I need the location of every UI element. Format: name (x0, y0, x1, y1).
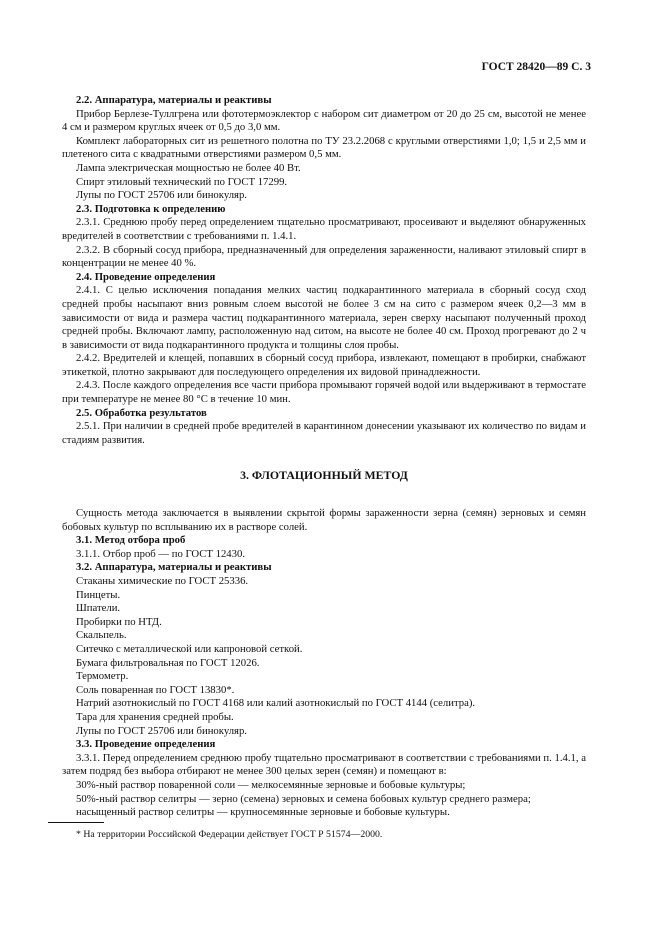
subsection-heading: 2.4. Проведение определения (76, 270, 216, 283)
paragraph: Термометр. (76, 670, 129, 683)
paragraph: 2.4.3. После каждого определения все части прибора промывают горячей водой или выдерживают в термостате при температуре не менее 80 °С в течение 10 мин. (62, 379, 586, 406)
paragraph: Пинцеты. (76, 588, 121, 601)
paragraph: Соль поваренная по ГОСТ 13830*. (76, 683, 235, 696)
subsection-heading: 2.5. Обработка результатов (76, 406, 207, 419)
section-3-text (62, 507, 586, 820)
paragraph: насыщенный раствор селитры — крупносемянные зерновые и бобовые культуры. (76, 806, 450, 819)
paragraph: Тара для хранения средней пробы. (76, 710, 234, 723)
paragraph: 3.3.1. Перед определением среднюю пробу тщательно просматривают в соответствии с требованиями п. 1.4.1, а затем подряд без выбора отбирают не менее 300 целых зерен (семян) и помещают в: (62, 751, 586, 778)
paragraph: 2.5.1. При наличии в средней пробе вредителей в карантинном донесении указывают их количество по видам и стадиям развития. (62, 420, 586, 446)
subsection-heading: 3.1. Метод отбора проб (76, 534, 186, 547)
paragraph: 2.3.2. В сборный сосуд прибора, предназначенный для определения зараженности, наливают этиловый спирт в концентрации не менее 40 %. (62, 243, 586, 270)
paragraph: Шпатели. (76, 602, 121, 615)
paragraph: Ситечко с металлической или капроновой сеткой. (76, 642, 303, 655)
section-title: 3. ФЛОТАЦИОННЫЙ МЕТОД (240, 468, 408, 483)
paragraph: 2.4.1. С целью исключения попадания мелких частиц подкарантинного материала в сборный сосуд сход средней пробы насыпают вниз ровным слоем высотой не более 3 см на сито с размером ячеек 0,2—3 мм в зависимости от вида и размера частиц подкарантинного материала, зерен сверху насыпают полученный проход средней пробы. Включают лампу, расположенную над ситом, на высоте не более 40 см. Проход прогревают до 2 ч в зависимости от вида подкарантинного продукта и толщины слоя пробы. (62, 284, 586, 351)
paragraph: Бумага фильтровальная по ГОСТ 12026. (76, 656, 260, 669)
paragraph: Пробирки по НТД. (76, 615, 162, 628)
subsection-heading: 2.2. Аппаратура, материалы и реактивы (76, 94, 272, 106)
subsection-heading: 2.3. Подготовка к определению (76, 202, 226, 215)
subsection-heading: 3.2. Аппаратура, материалы и реактивы (76, 561, 272, 574)
paragraph: Натрий азотнокислый по ГОСТ 4168 или калий азотнокислый по ГОСТ 4144 (селитра). (76, 697, 476, 710)
paragraph: Лупы по ГОСТ 25706 или бинокуляр. (76, 189, 247, 202)
document-body (62, 94, 586, 820)
paragraph: 30%-ный раствор поваренной соли — мелкосемянные зерновые и бобовые культуры; (76, 778, 466, 791)
footnote: * На территории Российской Федерации действует ГОСТ Р 51574—2000. (76, 829, 383, 840)
paragraph: Спирт этиловый технический по ГОСТ 17299. (76, 175, 288, 188)
paragraph: 2.3.1. Среднюю пробу перед определением тщательно просматривают, просеивают и выделяют обнаруженных вредителей в соответствии с требованиями п. 1.4.1. (62, 216, 586, 242)
footnote-divider (48, 822, 104, 823)
paragraph: Прибор Берлезе-Туллгрена или фототермоэклектор с набором сит диаметром от 20 до 25 см, высотой не менее 4 см и размером круглых ячеек от 0,5 до 3,0 мм. (62, 107, 586, 134)
paragraph: Стаканы химические по ГОСТ 25336. (76, 575, 249, 587)
paragraph: 3.1.1. Отбор проб — по ГОСТ 12430. (76, 547, 245, 560)
section-2-text (62, 94, 586, 447)
paragraph: Скальпель. (76, 629, 127, 642)
paragraph: Комплект лабораторных сит из решетного полотна по ТУ 23.2.2068 с круглыми отверстиями 1,0; 1,5 и 2,5 мм и плетеного сита с квадратными отверстиями размером 0,5 мм. (62, 134, 586, 161)
paragraph: 2.4.2. Вредителей и клещей, попавших в сборный сосуд прибора, извлекают, помещают в пробирки, снабжают этикеткой, плотно закрывают для последующего определения их видовой принадлежности. (62, 352, 586, 378)
paragraph: 50%-ный раствор селитры — зерно (семена) зерновых и семена бобовых культур среднего размера; (76, 792, 531, 805)
paragraph: Лампа электрическая мощностью не более 40 Вт. (76, 161, 301, 174)
paragraph: Сущность метода заключается в выявлении скрытой формы зараженности зерна (семян) зерновых и семян бобовых культур по всплыванию их в растворе солей. (62, 507, 586, 533)
paragraph: Лупы по ГОСТ 25706 или бинокуляр. (76, 724, 247, 737)
page-header: ГОСТ 28420—89 С. 3 (481, 61, 591, 73)
subsection-heading: 3.3. Проведение определения (76, 738, 216, 751)
